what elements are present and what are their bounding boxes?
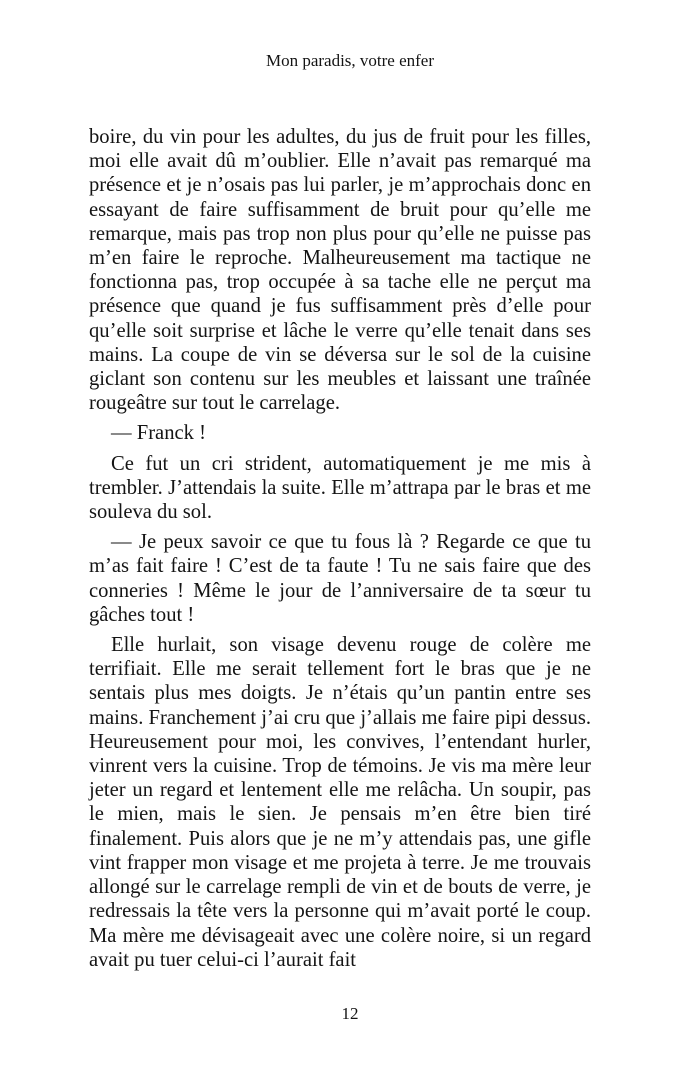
paragraph: Elle hurlait, son visage devenu rouge de colère me terrifiait. Elle me serait tellement fort le bras que je ne sentais plus mes doigts. Je n’étais qu’un pantin entre ses mains. Franchement j’ai cru que j’allais me faire pipi dessus. Heureusement pour moi, les convives, l’entendant hurler, vinrent vers la cuisine. Trop de témoins. Je vis ma mère leur jeter un regard et lentement elle me relâcha. Un soupir, pas le mien, mais le sien. Je pensais m’en être bien tiré finalement. Puis alors que je ne m’y attendais pas, une gifle vint frapper mon visage et me projeta à terre. Je me trouvais allongé sur le carrelage rempli de vin et de bouts de verre, je redressais la tête vers la personne qui m’avait porté le coup. Ma mère me dévisageait avec une colère noire, si un regard avait pu tuer celui-ci l’aurait fait (89, 634, 591, 971)
dialogue-line: — Je peux savoir ce que tu fous là ? Regarde ce que tu m’as fait faire ! C’est de ta faute ! Tu ne sais faire que des conneries ! Même le jour de l’anniversaire de ta sœur tu gâches tout ! (89, 531, 591, 626)
paragraph: Ce fut un cri strident, automatiquement je me mis à trembler. J’attendais la suite. Elle m’attrapa par le bras et me souleva du sol. (89, 452, 591, 524)
running-head: Mon paradis, votre enfer (265, 51, 435, 70)
body-text (89, 125, 591, 978)
paragraph: boire, du vin pour les adultes, du jus de fruit pour les filles, moi elle avait dû m’oublier. Elle n’avait pas remarqué ma présence et je n’osais pas lui parler, je m’approchais donc en essayant de faire suffisamment de bruit pour qu’elle me remarque, mais pas trop non plus pour qu’elle ne puisse pas m’en faire le reproche. Malheureusement ma tactique ne fonctionna pas, trop occupée à sa tache elle ne perçut ma présence que quand je fus suffisamment près d’elle pour qu’elle soit surprise et lâche le verre qu’elle tenait dans ses mains. La coupe de vin se déversa sur le sol de la cuisine giclant son contenu sur les meubles et laissant une traînée rougeâtre sur tout le carrelage. (89, 126, 591, 415)
dialogue-line: — Franck ! (111, 422, 206, 445)
page-number: 12 (341, 1004, 359, 1023)
